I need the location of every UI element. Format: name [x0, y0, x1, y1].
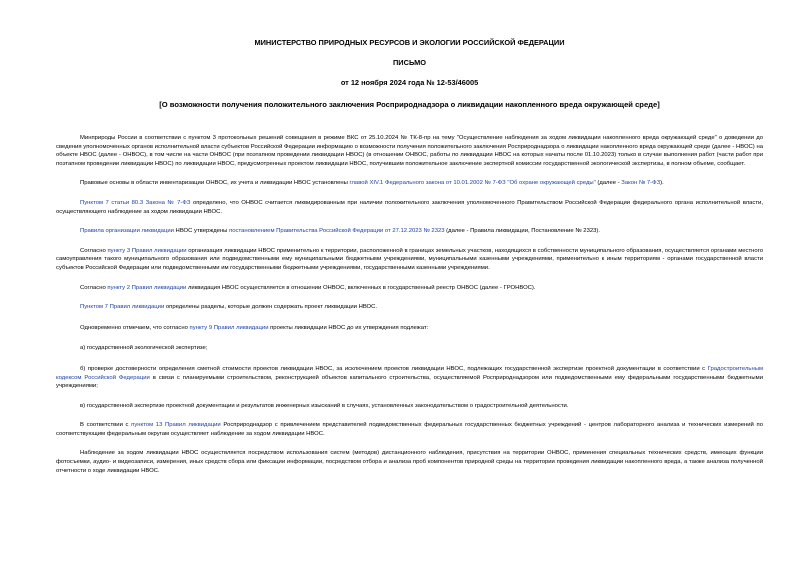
text-span: В соответствии с — [80, 422, 132, 429]
rules-point-13-link[interactable]: пунктом 13 Правил ликвидации — [131, 422, 221, 429]
paragraph-11: в) государственной экспертизе проектной документации и результатов инженерных изысканий в случаях, установленных законодательством о градостроительной деятельности. — [80, 402, 569, 409]
rules-point-9-link[interactable]: пункту 9 Правил ликвидации — [189, 324, 269, 331]
text-span: Одновременно отмечаем, что согласно — [80, 324, 190, 331]
rules-point-2-link[interactable]: пункту 2 Правил ликвидации — [107, 284, 187, 291]
text-span: Согласно — [80, 247, 108, 254]
text-span: Согласно — [80, 284, 108, 291]
paragraph-3 — [56, 199, 763, 216]
document-date-number: от 12 ноября 2024 года № 12-53/46005 — [340, 78, 479, 87]
paragraph-2 — [56, 179, 763, 188]
document-body — [56, 134, 763, 475]
rules-point-7-link[interactable]: Пунктом 7 Правил ликвидации — [80, 304, 165, 311]
paragraph-12 — [56, 421, 763, 438]
paragraph-6 — [56, 284, 763, 293]
law-7fz-chapter-link[interactable]: главой XIV.1 Федерального закона от 10.01.2002 № 7-ФЗ "Об охране окружающей среды" — [349, 180, 596, 187]
text-span: организация ликвидации НВОС применительно к территории, расположенной в границах земельных участков, находящихся в собственности муниципального образования, осуществляется органами местного самоуправления такого муниципального образования или подведомственными ему муниципальными бюджетными учреждениями, муниципальными казенными учреждениями, применительно к иным территориям - органами государственной власти субъектов Российской Федерации или подведомственными им государственными бюджетными учреждениями, государственными казенными учреждениями. — [56, 247, 764, 271]
text-span: б) проверке достоверности определения сметной стоимости проектов ликвидации НВОС, за исключением проектов ликвидации НВОС, подлежащих государственной экспертизе проектной документации в соответствии с — [80, 365, 708, 372]
document-type: ПИСЬМО — [393, 58, 426, 67]
rules-point-3-link[interactable]: пункту 3 Правил ликвидации — [107, 247, 187, 254]
paragraph-10 — [56, 365, 763, 391]
article-80-3-link[interactable]: Пунктом 7 статьи 80.3 Закона № 7-ФЗ — [80, 199, 191, 206]
paragraph-5 — [56, 247, 763, 273]
text-span: Правовые основы в области инвентаризации ОНВОС, их учета и ликвидации НВОС установлены — [80, 180, 350, 187]
document-subject: [О возможности получения положительного заключения Росприроднадзора о ликвидации накопленного вреда окружающей среде] — [159, 100, 660, 109]
text-span: определены разделы, которые должен содержать проект ликвидации НВОС. — [164, 304, 378, 311]
text-span: проекты ликвидации НВОС до их утверждения подлежат: — [268, 324, 429, 331]
urban-planning-code-link[interactable]: Градостроительным кодексом Российской Федерации — [56, 365, 763, 381]
liquidation-rules-link[interactable]: Правила организации ликвидации — [80, 228, 174, 235]
paragraph-9: а) государственной экологической экспертизе; — [80, 345, 208, 352]
paragraph-4 — [56, 227, 763, 236]
ministry-heading: МИНИСТЕРСТВО ПРИРОДНЫХ РЕСУРСОВ И ЭКОЛОГИИ РОССИЙСКОЙ ФЕДЕРАЦИИ — [254, 38, 565, 47]
text-span: Росприроднадзор с привлечением представителей подведомственных федеральных государственных бюджетных учреждений - центров лабораторного анализа и технических измерений по соответствующим федеральным округам осуществляет наблюдение за ходом ликвидации НВОС. — [56, 422, 763, 437]
text-span: определено, что ОНВОС считается ликвидированным при наличии положительного заключения уполномоченного Правительством Российской Федерации федерального органа исполнительной власти, осуществляющего наблюдение за ходом ликвидации НВОС. — [56, 199, 763, 215]
resolution-2323-link[interactable]: постановлением Правительства Российской Федерации от 27.12.2023 № 2323 — [229, 228, 445, 235]
text-span: ). — [660, 180, 664, 187]
paragraph-1: Минприроды России в соответствии с пунктом 3 протокольных решений совещания в режиме ВКС от 25.10.2024 № ТК-8-пр на тему "Осуществление наблюдения за ходом ликвидации накопленного вреда окружающей среде" о доведении до сведения уполномоченных органов исполнительной власти субъектов Российской Федерации информацию о возможности получения положительного заключения Росприроднадзора о ликвидации накопленного вреда окружающей среде (далее - НВОС) на объекте НВОС (далее - ОНВОС), в том числе на части ОНВОС (при поэтапном проведении ликвидации НВОС) (в отношении ОНВОС, работы по ликвидации НВОС на которых начаты после 01.10.2023) только в случае выполнения работ (части работ при поэтапном проведении ликвидации НВОС) по ликвидации НВОС, предусмотренных проектом ликвидации НВОС, получившим положительное заключение экспертной комиссии государственной экологической экспертизы, в полном объеме, сообщает. — [56, 135, 763, 167]
text-span: ликвидация НВОС осуществляется в отношении ОНВОС, включенных в государственный реестр ОНВОС (далее - ГРОНВОС). — [186, 284, 536, 291]
paragraph-13: Наблюдение за ходом ликвидации НВОС осуществляется посредством использования систем (методов) дистанционного наблюдения, присутствия на территории ОНВОС, применения специальных технических средств, имеющих функции фотосъемки, аудио- и видеозаписи, измерения, иных средств сбора или фиксации информации, посредством отбора и анализа проб компонентов природной среды на территории проведения ликвидации накопленного вреда, а также анализа полученной отчетности о ходе ликвидации НВОС. — [56, 450, 763, 474]
paragraph-8 — [56, 324, 763, 333]
law-7fz-link[interactable]: Закон № 7-ФЗ — [621, 180, 661, 187]
text-span: НВОС утверждены — [173, 228, 230, 235]
paragraph-7 — [56, 303, 763, 312]
text-span: (далее - — [595, 180, 622, 187]
text-span: в связи с планируемыми строительством, реконструкцией объектов капитального строительства, осуществляемой Росприроднадзором или подведомственными ему федеральными государственными бюджетными учреждениями; — [56, 374, 763, 390]
text-span: (далее - Правила ликвидации, Постановление № 2323). — [444, 228, 601, 235]
